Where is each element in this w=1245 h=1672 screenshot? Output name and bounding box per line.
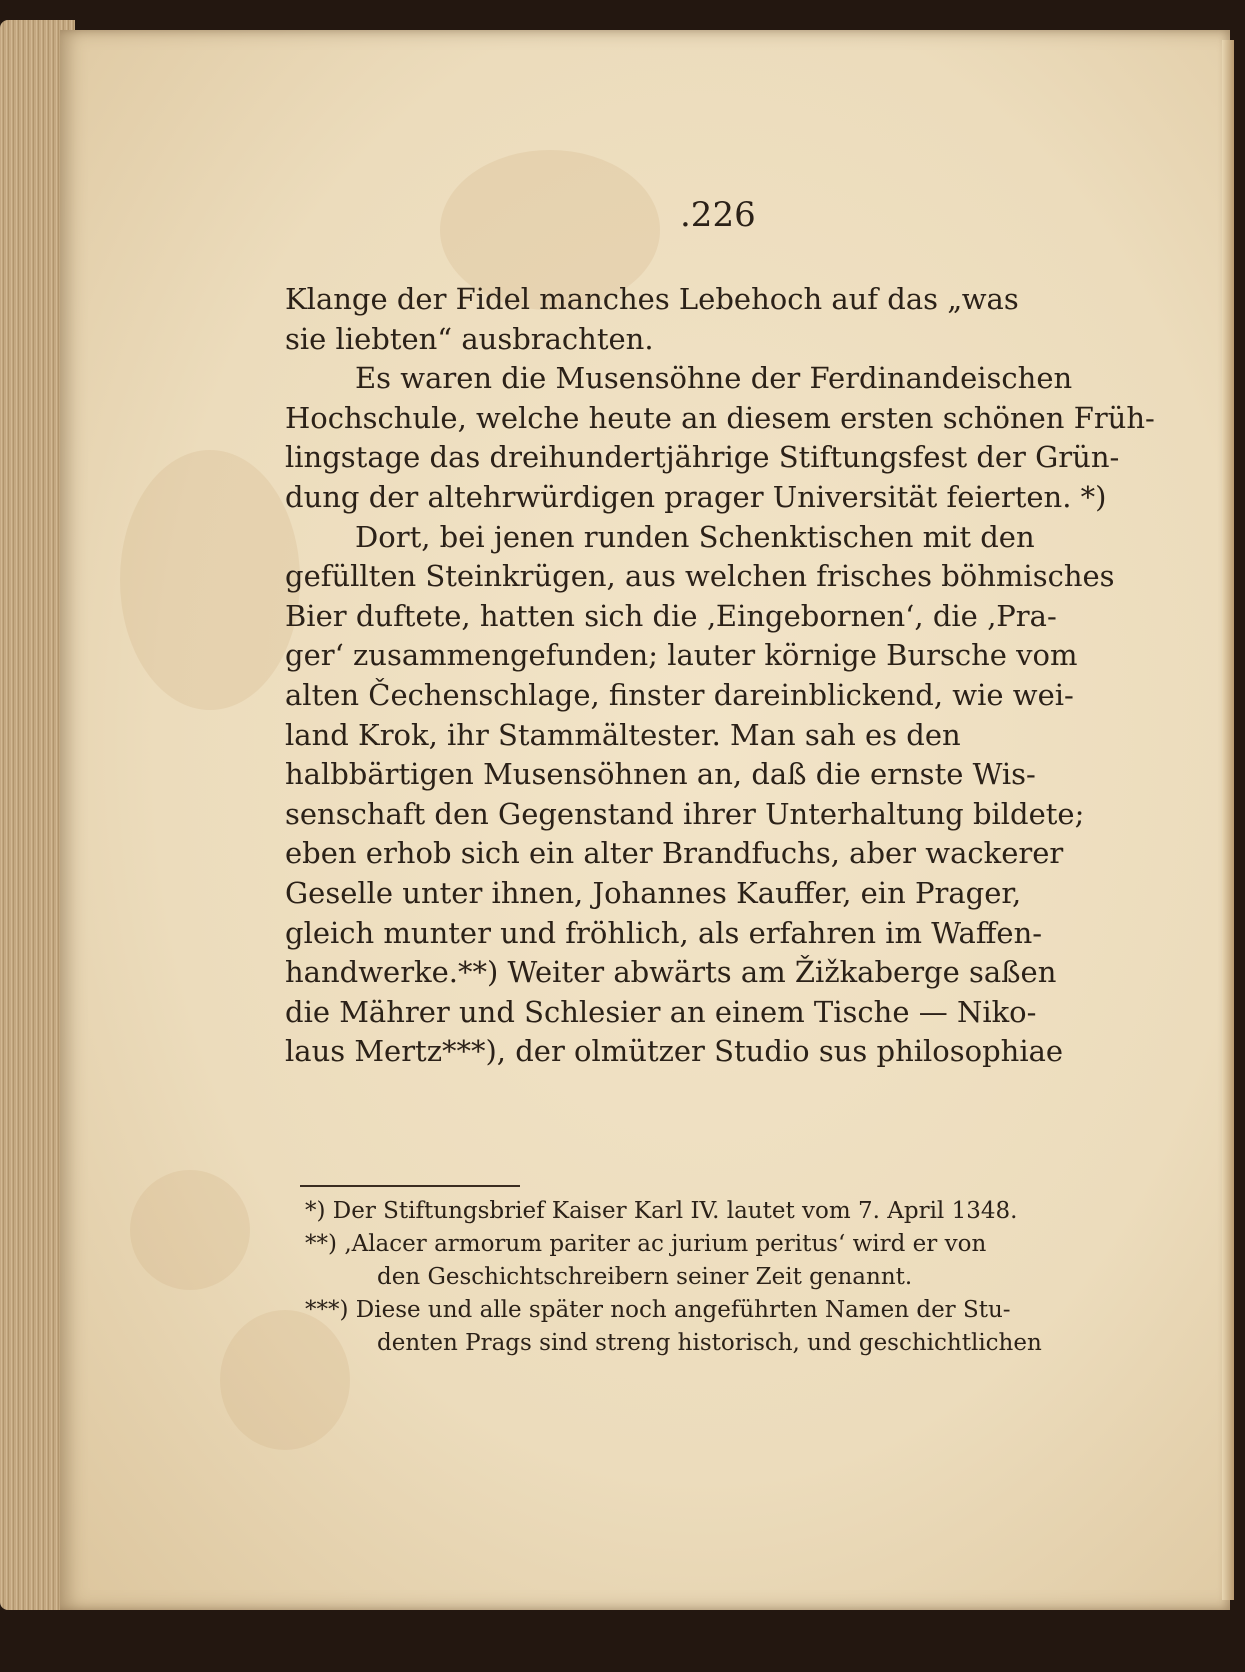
text-line: Hochschule, welche heute an diesem ersten schönen Früh-: [285, 400, 1155, 435]
text-line: dung der altehrwürdigen prager Universität feierten. *): [285, 479, 1107, 514]
text-line: Klange der Fidel manches Lebehoch auf das „was: [285, 282, 1019, 316]
footnote-line: *) Der Stiftungsbrief Kaiser Karl IV. lautet vom 7. April 1348.: [305, 1198, 1018, 1224]
text-line: ger‘ zusammengefunden; lauter körnige Bursche vom: [285, 638, 1078, 673]
text-line: gleich munter und fröhlich, als erfahren im Waffen-: [285, 915, 1043, 950]
page-number: .226: [680, 195, 756, 235]
text-line: land Krok, ihr Stammältester. Man sah es den: [285, 717, 961, 752]
footnote-line: ***) Diese und alle später noch angeführten Namen der Stu-: [305, 1297, 1011, 1323]
text-line: alten Čechenschlage, finster dareinblickend, wie wei-: [285, 677, 1074, 712]
text-line: sie liebten“ ausbrachten.: [285, 321, 654, 356]
footnote-line: **) ‚Alacer armorum pariter ac jurium peritus‘ wird er von: [305, 1231, 987, 1257]
text-line: senschaft den Gegenstand ihrer Unterhaltung bildete;: [285, 796, 1085, 831]
text-line: eben erhob sich ein alter Brandfuchs, aber wackerer: [285, 836, 1064, 871]
text-line: handwerke.**) Weiter abwärts am Žižkaberge saßen: [285, 955, 1057, 990]
text-line: Dort, bei jenen runden Schenktischen mit den: [355, 519, 1035, 554]
paper-stain: [120, 450, 300, 710]
text-line: Geselle unter ihnen, Johannes Kauffer, ein Prager,: [285, 875, 1022, 910]
body-text: [285, 280, 1155, 1072]
page-edge-right: [1222, 40, 1234, 1600]
text-line: die Mährer und Schlesier an einem Tische — Niko-: [285, 994, 1037, 1029]
text-line: lingstage das dreihundertjährige Stiftungsfest der Grün-: [285, 440, 1120, 475]
footnote-line: den Geschichtschreibern seiner Zeit genannt.: [377, 1264, 913, 1290]
footnotes: [305, 1195, 1195, 1360]
text-line: gefüllten Steinkrügen, aus welchen frisches böhmisches: [285, 559, 1115, 594]
text-line: Es waren die Musensöhne der Ferdinandeischen: [355, 361, 1073, 396]
footnote-line: denten Prags sind streng historisch, und geschichtlichen: [377, 1330, 1042, 1356]
text-line: laus Mertz***), der olmützer Studio sus philosophiae: [285, 1034, 1064, 1069]
text-line: halbbärtigen Musensöhnen an, daß die ernste Wis-: [285, 757, 1036, 792]
paper-stain: [130, 1170, 250, 1290]
text-line: Bier duftete, hatten sich die ‚Eingebornen‘, die ‚Pra-: [285, 598, 1057, 633]
footnote-divider: [300, 1185, 520, 1187]
